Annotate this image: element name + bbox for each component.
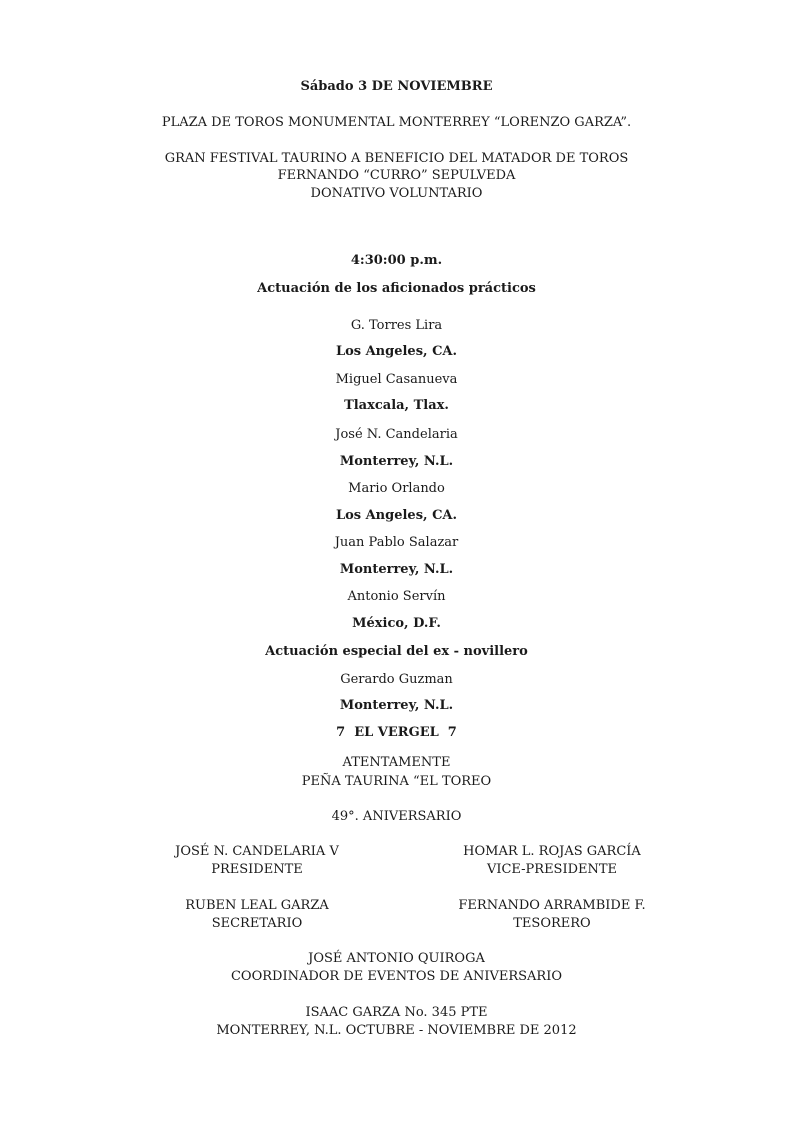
venue-line: PLAZA DE TOROS MONUMENTAL MONTERREY “LORENZO GARZA”.: [161, 115, 632, 130]
event-time: 4:30:00 p.m.: [350, 253, 443, 268]
treasurer-title: TESORERO: [513, 916, 591, 931]
section-title-aficionados: Actuación de los aficionados prácticos: [257, 281, 536, 296]
ranch-name: 7 EL VERGEL 7: [336, 725, 457, 740]
event-title-line-2: FERNANDO “CURRO” SEPULVEDA: [277, 168, 516, 183]
performer-name: Juan Pablo Salazar: [334, 535, 459, 550]
treasurer-name: FERNANDO ARRAMBIDE F.: [458, 898, 646, 913]
performer-name: Antonio Servín: [347, 589, 446, 604]
address-line: ISAAC GARZA No. 345 PTE: [305, 1005, 488, 1020]
performer-name: G. Torres Lira: [350, 318, 443, 333]
performer-location: Tlaxcala, Tlax.: [344, 398, 449, 413]
performer-location: Monterrey, N.L.: [339, 562, 454, 577]
anniversary-line: 49°. ANIVERSARIO: [331, 809, 462, 824]
performer-name: Mario Orlando: [348, 481, 445, 496]
organization-name: PEÑA TAURINA “EL TOREO: [301, 774, 492, 789]
performer-name: Miguel Casanueva: [335, 372, 458, 387]
event-title-line-3: DONATIVO VOLUNTARIO: [310, 186, 483, 201]
secretary-title: SECRETARIO: [211, 916, 303, 931]
performer-location: Los Angeles, CA.: [335, 508, 458, 523]
special-performer-location: Monterrey, N.L.: [339, 698, 454, 713]
event-title-line-1: GRAN FESTIVAL TAURINO A BENEFICIO DEL MATADOR DE TOROS: [164, 151, 629, 166]
president-name: JOSÉ N. CANDELARIA V: [175, 844, 339, 859]
performer-name: José N. Candelaria: [335, 427, 458, 442]
performer-location: Los Angeles, CA.: [335, 344, 458, 359]
vice-president-name: HOMAR L. ROJAS GARCÍA: [463, 844, 641, 859]
closing-regards: ATENTAMENTE: [342, 755, 451, 770]
event-date: Sábado 3 DE NOVIEMBRE: [300, 79, 493, 94]
special-performer-name: Gerardo Guzman: [340, 672, 453, 687]
coordinator-title: COORDINADOR DE EVENTOS DE ANIVERSARIO: [230, 969, 562, 984]
performer-location: México, D.F.: [352, 616, 441, 631]
secretary-name: RUBEN LEAL GARZA: [185, 898, 329, 913]
president-title: PRESIDENTE: [211, 862, 303, 877]
coordinator-name: JOSÉ ANTONIO QUIROGA: [308, 951, 485, 966]
section-title-special: Actuación especial del ex - novillero: [265, 644, 528, 659]
city-date-line: MONTERREY, N.L. OCTUBRE - NOVIEMBRE DE 2012: [216, 1023, 577, 1038]
vice-president-title: VICE-PRESIDENTE: [486, 862, 618, 877]
performer-location: Monterrey, N.L.: [339, 454, 454, 469]
